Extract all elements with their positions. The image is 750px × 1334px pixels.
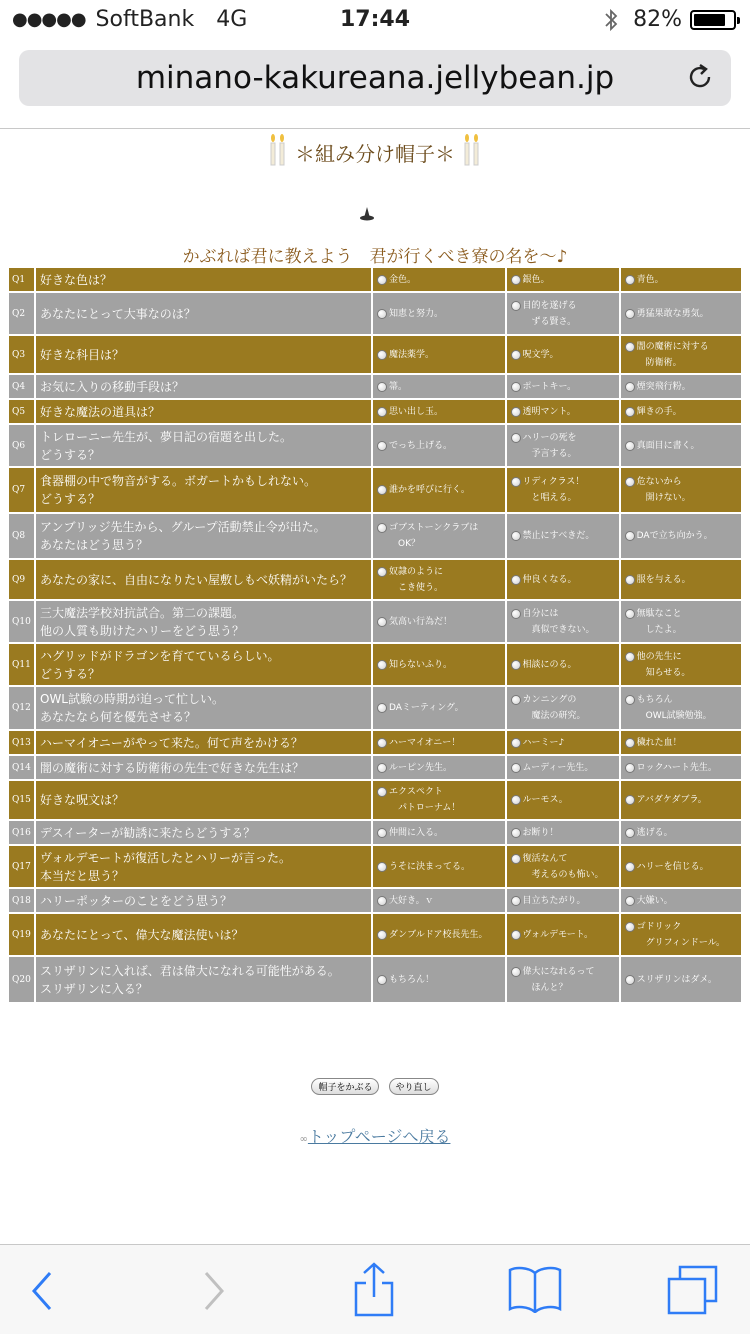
question-text: スリザリンに入れば、君は偉大になれる可能性がある。 スリザリンに入る？ (36, 957, 371, 1002)
question-number: Q8 (9, 514, 34, 558)
address-bar[interactable] (19, 50, 731, 106)
answer-label: 透明マント。 (522, 406, 576, 417)
answer-label: ハーミー♪ (522, 737, 565, 748)
signal-dots-icon: ●●●●● (12, 9, 86, 30)
answer-label: うそに決まってる。 (389, 861, 471, 872)
answer-option[interactable] (507, 375, 619, 398)
status-bar (0, 0, 750, 40)
radio-button[interactable] (377, 703, 387, 713)
question-number: Q2 (9, 293, 34, 334)
answer-label: 金色。 (389, 274, 417, 285)
answer-option[interactable] (373, 375, 505, 398)
answer-label: もちろん OWL試験勉強。 (636, 695, 712, 721)
question-row (9, 514, 741, 558)
radio-button[interactable] (511, 382, 521, 392)
answer-label: 闇の魔術に対する 防衛術。 (636, 341, 709, 368)
radio-button[interactable] (511, 301, 521, 311)
question-number: Q12 (9, 687, 34, 729)
question-row (9, 425, 741, 466)
radio-button[interactable] (625, 975, 635, 985)
radio-button[interactable] (377, 787, 387, 797)
answer-option[interactable] (507, 425, 619, 466)
answer-label: 偉大になれるって ほんと？ (522, 966, 595, 993)
answer-option[interactable] (621, 846, 741, 887)
answer-option[interactable] (507, 731, 619, 754)
answer-label: 煙突飛行粉。 (636, 381, 691, 392)
answer-option[interactable] (507, 336, 619, 373)
radio-button[interactable] (625, 795, 635, 805)
tabs-icon[interactable] (666, 1265, 720, 1317)
radio-button[interactable] (377, 382, 387, 392)
question-row (9, 889, 741, 912)
answer-option[interactable] (373, 957, 505, 1002)
answer-option[interactable] (507, 268, 619, 291)
answer-label: ゴブストーンクラブは OK？ (389, 523, 479, 549)
network-type: 4G (216, 7, 248, 32)
radio-button[interactable] (511, 967, 521, 977)
question-text: お気に入りの移動手段は？ (36, 375, 371, 398)
answer-label: ムーディー先生。 (522, 762, 594, 773)
question-number: Q7 (9, 468, 34, 512)
answer-option[interactable] (507, 846, 619, 887)
question-text: トレローニー先生が、夢日記の宿題を出した。 どうする？ (36, 425, 371, 466)
radio-button[interactable] (625, 441, 635, 451)
question-number: Q18 (9, 889, 34, 912)
answer-label: 気高い行為だ！ (389, 616, 453, 627)
answer-label: 復活なんて 考えるのも怖い。 (522, 853, 604, 880)
radio-button[interactable] (511, 695, 521, 705)
answer-option[interactable] (621, 821, 741, 844)
radio-button[interactable] (625, 922, 635, 932)
answer-option[interactable] (373, 293, 505, 334)
answer-label: 自分には 真似できない。 (522, 608, 595, 635)
question-text: 好きな魔法の道具は？ (36, 400, 371, 423)
question-number: Q13 (9, 731, 34, 754)
answer-option[interactable] (507, 957, 619, 1002)
question-text: あなたにとって大事なのは？ (36, 293, 371, 334)
question-row (9, 268, 741, 291)
answer-label: ヴォルデモート。 (522, 929, 593, 940)
answer-option[interactable] (507, 400, 619, 423)
answer-option[interactable] (373, 514, 505, 558)
answer-label: エクスペクト パトローナム！ (389, 787, 461, 813)
answer-label: 勇猛果敢な勇気。 (636, 308, 709, 319)
radio-button[interactable] (377, 485, 387, 495)
question-row (9, 293, 741, 334)
answer-option[interactable] (621, 375, 741, 398)
link-bullet-icon: ∞ (299, 1134, 308, 1145)
answer-option[interactable] (507, 821, 619, 844)
question-text: アンブリッジ先生から、グループ活動禁止令が出た。 あなたはどう思う？ (36, 514, 371, 558)
answer-label: アバダケダブラ。 (636, 795, 707, 805)
radio-button[interactable] (377, 896, 387, 906)
answer-option[interactable] (507, 687, 619, 729)
answer-label: 逃げる。 (636, 827, 673, 838)
answer-option[interactable] (621, 268, 741, 291)
bluetooth-icon (603, 8, 619, 32)
answer-label: 輝きの手。 (636, 406, 682, 417)
radio-button[interactable] (625, 342, 635, 352)
answer-label: DAミーティング。 (389, 703, 464, 713)
question-row (9, 336, 741, 373)
submit-button[interactable]: 帽子をかぶる (311, 1078, 379, 1095)
question-text: 食器棚の中で物音がする。ボガートかもしれない。 どうする？ (36, 468, 371, 512)
answer-label: 奴隷のように こき使う。 (389, 566, 444, 593)
answer-option[interactable] (621, 889, 741, 912)
radio-button[interactable] (377, 350, 387, 360)
radio-button[interactable] (511, 795, 521, 805)
answer-option[interactable] (373, 914, 505, 955)
answer-option[interactable] (373, 336, 505, 373)
radio-button[interactable] (511, 477, 521, 487)
reload-icon[interactable] (685, 62, 715, 92)
answer-option[interactable] (373, 425, 505, 466)
answer-option[interactable] (621, 560, 741, 599)
question-number: Q11 (9, 644, 34, 685)
question-number: Q3 (9, 336, 34, 373)
radio-button[interactable] (625, 609, 635, 619)
radio-button[interactable] (625, 407, 635, 417)
back-arrow-icon[interactable] (30, 1270, 56, 1312)
radio-button[interactable] (511, 896, 521, 906)
question-number: Q17 (9, 846, 34, 887)
question-row (9, 914, 741, 955)
answer-option[interactable] (621, 731, 741, 754)
answer-label: 呪文学。 (522, 349, 559, 360)
question-row (9, 781, 741, 819)
reset-button[interactable]: やり直し (389, 1078, 439, 1095)
radio-button[interactable] (625, 862, 635, 872)
answer-label: 他の先生に 知らせる。 (636, 651, 691, 678)
radio-button[interactable] (625, 896, 635, 906)
answer-label: ゴドリック グリフィンドール。 (636, 921, 726, 948)
back-to-top-link[interactable]: トップページへ戻る (307, 1127, 451, 1146)
answer-option[interactable] (373, 601, 505, 642)
answer-option[interactable] (507, 468, 619, 512)
radio-button[interactable] (511, 575, 521, 585)
question-text: ハリーポッターのことをどう思う？ (36, 889, 371, 912)
answer-option[interactable] (621, 687, 741, 729)
radio-button[interactable] (377, 763, 387, 773)
radio-button[interactable] (511, 660, 521, 670)
radio-button[interactable] (625, 695, 635, 705)
answer-label: リディクラス！ と唱える。 (522, 477, 585, 503)
question-row (9, 821, 741, 844)
forward-arrow-icon[interactable] (200, 1270, 226, 1312)
answer-label: 大嫌い。 (636, 895, 673, 906)
radio-button[interactable] (625, 763, 635, 773)
radio-button[interactable] (625, 275, 635, 285)
answer-option[interactable] (621, 293, 741, 334)
answer-option[interactable] (621, 514, 741, 558)
answer-label: カンニングの 魔法の研究。 (522, 695, 586, 721)
answer-option[interactable] (621, 400, 741, 423)
answer-label: 穢れた血！ (636, 737, 682, 748)
question-number: Q4 (9, 375, 34, 398)
question-number: Q14 (9, 756, 34, 779)
question-number: Q10 (9, 601, 34, 642)
question-row (9, 400, 741, 423)
answer-label: ハリーの死を 予言する。 (522, 432, 577, 459)
radio-button[interactable] (511, 531, 521, 541)
radio-button[interactable] (511, 854, 521, 864)
page-title-wrap (0, 138, 750, 173)
radio-button[interactable] (625, 382, 635, 392)
question-text: 好きな科目は？ (36, 336, 371, 373)
question-text: OWL試験の時期が迫って忙しい。 あなたなら何を優先させる？ (36, 687, 371, 729)
answer-label: 青色。 (636, 274, 664, 285)
answer-label: 銀色。 (522, 274, 550, 285)
question-number: Q6 (9, 425, 34, 466)
question-row (9, 957, 741, 1002)
radio-button[interactable] (377, 275, 387, 285)
answer-option[interactable] (373, 644, 505, 685)
question-row (9, 687, 741, 729)
answer-label: 仲間に入る。 (389, 827, 444, 838)
radio-button[interactable] (377, 660, 387, 670)
question-text: 好きな色は？ (36, 268, 371, 291)
answer-option[interactable] (621, 601, 741, 642)
carrier-name: SoftBank (95, 7, 195, 32)
radio-button[interactable] (377, 567, 387, 577)
candles-icon (461, 133, 483, 167)
radio-button[interactable] (625, 738, 635, 748)
radio-button[interactable] (511, 763, 521, 773)
answer-option[interactable] (507, 601, 619, 642)
question-row (9, 846, 741, 887)
answer-label: 服を与える。 (636, 574, 691, 585)
quiz-table (7, 266, 743, 1004)
question-row (9, 731, 741, 754)
sorting-hat-icon (359, 206, 375, 222)
radio-button[interactable] (625, 477, 635, 487)
answer-option[interactable] (621, 336, 741, 373)
answer-option[interactable] (621, 425, 741, 466)
question-number: Q19 (9, 914, 34, 955)
radio-button[interactable] (511, 407, 521, 417)
question-number: Q9 (9, 560, 34, 599)
radio-button[interactable] (625, 309, 635, 319)
question-row (9, 601, 741, 642)
answer-label: 目的を遂げる ずる賢さ。 (522, 300, 577, 327)
answer-label: ルーピン先生。 (389, 762, 453, 773)
question-text: ハグリッドがドラゴンを育てているらしい。 どうする？ (36, 644, 371, 685)
answer-option[interactable] (373, 889, 505, 912)
battery-icon (690, 10, 736, 30)
answer-label: 知恵と努力。 (389, 308, 444, 319)
answer-label: 危ないから 開けない。 (636, 477, 691, 503)
question-row (9, 756, 741, 779)
answer-option[interactable] (373, 821, 505, 844)
answer-option[interactable] (373, 687, 505, 729)
answer-option[interactable] (373, 756, 505, 779)
battery-percent: 82% (633, 7, 682, 32)
radio-button[interactable] (377, 828, 387, 838)
candles-icon (267, 133, 289, 167)
page-subtitle: かぶれば君に教えよう 君が行くべき寮の名を〜♪ (182, 247, 568, 267)
answer-option[interactable] (621, 781, 741, 819)
share-icon[interactable] (352, 1261, 396, 1317)
answer-label: 大好き。ｖ (389, 895, 434, 906)
radio-button[interactable] (625, 652, 635, 662)
radio-button[interactable] (511, 609, 521, 619)
answer-option[interactable] (373, 268, 505, 291)
answer-option[interactable] (373, 560, 505, 599)
answer-option[interactable] (507, 293, 619, 334)
radio-button[interactable] (511, 433, 521, 443)
answer-option[interactable] (507, 914, 619, 955)
question-number: Q5 (9, 400, 34, 423)
answer-label: 箒。 (389, 381, 408, 392)
answer-option[interactable] (507, 781, 619, 819)
bookmarks-icon[interactable] (508, 1265, 562, 1313)
answer-option[interactable] (373, 468, 505, 512)
answer-option[interactable] (373, 846, 505, 887)
answer-option[interactable] (621, 756, 741, 779)
question-number: Q16 (9, 821, 34, 844)
question-row (9, 560, 741, 599)
page-title: ＊組み分け帽子＊ (295, 142, 455, 166)
answer-label: お断り！ (522, 827, 559, 838)
answer-label: ハーマイオニー！ (389, 737, 461, 748)
answer-label: DAで立ち向かう。 (636, 531, 713, 541)
back-link-wrap (0, 1124, 750, 1147)
radio-button[interactable] (377, 309, 387, 319)
answer-option[interactable] (621, 468, 741, 512)
radio-button[interactable] (377, 930, 387, 940)
question-text: 闇の魔術に対する防衛術の先生で好きな先生は？ (36, 756, 371, 779)
answer-label: 真面目に書く。 (636, 440, 700, 451)
radio-button[interactable] (511, 738, 521, 748)
radio-button[interactable] (377, 975, 387, 985)
question-text: 三大魔法学校対抗試合。第二の課題。 他の人質も助けたハリーをどう思う？ (36, 601, 371, 642)
answer-option[interactable] (373, 731, 505, 754)
radio-button[interactable] (377, 738, 387, 748)
answer-option[interactable] (621, 914, 741, 955)
question-row (9, 644, 741, 685)
radio-button[interactable] (511, 275, 521, 285)
answer-label: 魔法薬学。 (389, 349, 435, 360)
radio-button[interactable] (377, 523, 387, 533)
answer-label: ダンブルドア校長先生。 (389, 929, 488, 940)
radio-button[interactable] (377, 441, 387, 451)
answer-option[interactable] (507, 514, 619, 558)
answer-option[interactable] (507, 560, 619, 599)
answer-label: 思い出し玉。 (389, 406, 444, 417)
question-text: 好きな呪文は？ (36, 781, 371, 819)
answer-label: ルーモス。 (522, 795, 568, 805)
answer-label: 仲良くなる。 (522, 574, 577, 585)
question-text: デスイーターが勧誘に来たらどうする？ (36, 821, 371, 844)
radio-button[interactable] (625, 575, 635, 585)
answer-option[interactable] (507, 644, 619, 685)
question-number: Q1 (9, 268, 34, 291)
radio-button[interactable] (625, 531, 635, 541)
question-row (9, 468, 741, 512)
radio-button[interactable] (377, 862, 387, 872)
answer-label: 目立ちたがり。 (522, 895, 586, 906)
radio-button[interactable] (377, 407, 387, 417)
question-text: あなたにとって、偉大な魔法使いは？ (36, 914, 371, 955)
answer-label: 相談にのる。 (522, 659, 577, 670)
url-text[interactable]: minano-kakureana.jellybean.jp (135, 60, 615, 96)
answer-label: ハリーを信じる。 (636, 861, 709, 872)
radio-button[interactable] (377, 617, 387, 627)
answer-label: ポートキー。 (522, 381, 577, 392)
radio-button[interactable] (511, 350, 521, 360)
question-text: あなたの家に、自由になりたい屋敷しもべ妖精がいたら？ (36, 560, 371, 599)
answer-option[interactable] (507, 889, 619, 912)
question-number: Q20 (9, 957, 34, 1002)
answer-label: ロックハート先生。 (636, 762, 717, 773)
question-text: ヴォルデモートが復活したとハリーが言った。 本当だと思う？ (36, 846, 371, 887)
answer-label: でっち上げる。 (389, 440, 453, 451)
radio-button[interactable] (511, 828, 521, 838)
answer-label: スリザリンはダメ。 (636, 974, 717, 985)
radio-button[interactable] (625, 828, 635, 838)
clock: 17:44 (339, 7, 411, 32)
answer-option[interactable] (373, 400, 505, 423)
answer-option[interactable] (621, 644, 741, 685)
question-number: Q15 (9, 781, 34, 819)
answer-label: 誰かを呼びに行く。 (389, 485, 470, 495)
answer-label: 無駄なこと したよ。 (636, 608, 682, 635)
radio-button[interactable] (511, 930, 521, 940)
question-row (9, 375, 741, 398)
answer-option[interactable] (621, 957, 741, 1002)
answer-label: 知らないふり。 (389, 659, 453, 670)
browser-toolbar (0, 1244, 750, 1334)
answer-label: 禁止にすべきだ。 (522, 531, 595, 541)
answer-label: もちろん！ (389, 974, 435, 985)
answer-option[interactable] (373, 781, 505, 819)
question-text: ハーマイオニーがやって来た。何て声をかける？ (36, 731, 371, 754)
answer-option[interactable] (507, 756, 619, 779)
